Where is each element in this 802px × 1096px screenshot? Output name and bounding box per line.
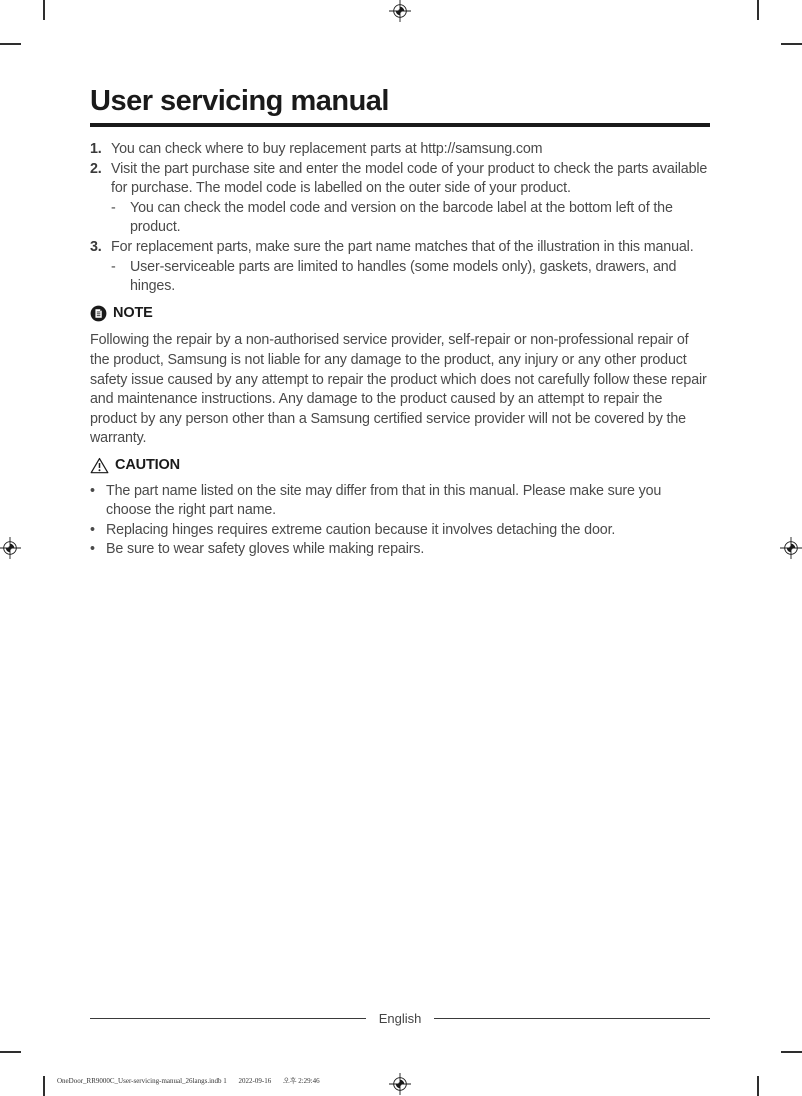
footer-rule-left xyxy=(90,1018,366,1020)
bullet-text: The part name listed on the site may differ from that in this manual. Please make sure you choose the right part name. xyxy=(106,482,662,519)
registration-mark-left-icon xyxy=(0,537,21,559)
title-rule xyxy=(90,123,710,127)
bullet-marker: • xyxy=(90,541,95,558)
registration-mark-top-icon xyxy=(389,0,411,22)
caution-triangle-icon xyxy=(90,457,109,474)
sub-item-dash: - xyxy=(111,258,116,275)
footer-rule-right xyxy=(434,1018,710,1020)
document-content xyxy=(90,84,710,560)
registration-mark-bottom-icon xyxy=(389,1073,411,1095)
bullet-text: Replacing hinges requires extreme caution because it involves detaching the door. xyxy=(106,521,616,538)
step-text: You can check where to buy replacement parts at http://samsung.com xyxy=(111,141,543,157)
registration-mark-right-icon xyxy=(780,537,802,559)
caution-bullets xyxy=(90,482,710,560)
crop-mark-top-left-vertical xyxy=(43,0,45,20)
page-title: User servicing manual xyxy=(90,85,389,117)
step-number: 1. xyxy=(90,141,102,157)
bullet-item xyxy=(90,540,710,560)
language-label: English xyxy=(378,1011,422,1026)
step-2-sub-item xyxy=(90,199,710,238)
sub-item-text: User-serviceable parts are limited to handles (some models only), gaskets, drawers, and hinges. xyxy=(130,258,677,295)
bullet-item xyxy=(90,521,710,541)
bullet-marker: • xyxy=(90,521,95,538)
step-item-1 xyxy=(90,140,710,160)
print-slug-time: 오후 2:29:46 xyxy=(282,1077,320,1085)
print-slug-date: 2022-09-16 xyxy=(238,1077,272,1085)
sub-item-text: You can check the model code and version on the barcode label at the bottom left of the product. xyxy=(130,199,673,236)
caution-label: CAUTION xyxy=(115,456,181,473)
note-icon xyxy=(90,305,107,322)
numbered-steps xyxy=(90,140,710,297)
note-paragraph: Following the repair by a non-authorised service provider, self-repair or non-professional repair of the product, Samsung is not liable for any damage to the product, any injury or any other product safety issue caused by any attempt to repair the product which does not carefully follow these repair and maintenance instructions. Any damage to the product caused by an attempt to repair the product by any person other than a Samsung certified service provider will not be covered by the warranty. xyxy=(90,332,707,447)
print-slug-filename: OneDoor_RR9000C_User-servicing-manual_26langs.indb 1 xyxy=(57,1077,227,1085)
crop-mark-bottom-left-vertical xyxy=(43,1076,45,1096)
crop-mark-top-right-horizontal xyxy=(781,43,802,45)
crop-mark-top-left-horizontal xyxy=(0,43,21,45)
caution-heading xyxy=(90,456,710,476)
language-footer xyxy=(90,1011,710,1026)
step-item-2 xyxy=(90,160,710,199)
step-text: For replacement parts, make sure the part name matches that of the illustration in this manual. xyxy=(111,238,694,255)
step-number: 2. xyxy=(90,160,102,177)
sub-item-dash: - xyxy=(111,199,116,216)
crop-mark-bottom-left-horizontal xyxy=(0,1051,21,1053)
note-label: NOTE xyxy=(113,304,153,321)
print-slug-line xyxy=(57,1076,330,1086)
bullet-item xyxy=(90,482,710,521)
step-text: Visit the part purchase site and enter the model code of your product to check the parts available for purchase. The model code is labelled on the outer side of your product. xyxy=(111,160,708,197)
step-number: 3. xyxy=(90,238,102,255)
step-item-3 xyxy=(90,238,710,258)
crop-mark-bottom-right-horizontal xyxy=(781,1051,802,1053)
step-3-sub-item xyxy=(90,258,710,297)
bullet-text: Be sure to wear safety gloves while making repairs. xyxy=(106,541,425,558)
note-heading xyxy=(90,304,710,324)
crop-mark-top-right-vertical xyxy=(757,0,759,20)
bullet-marker: • xyxy=(90,482,95,499)
crop-mark-bottom-right-vertical xyxy=(757,1076,759,1096)
